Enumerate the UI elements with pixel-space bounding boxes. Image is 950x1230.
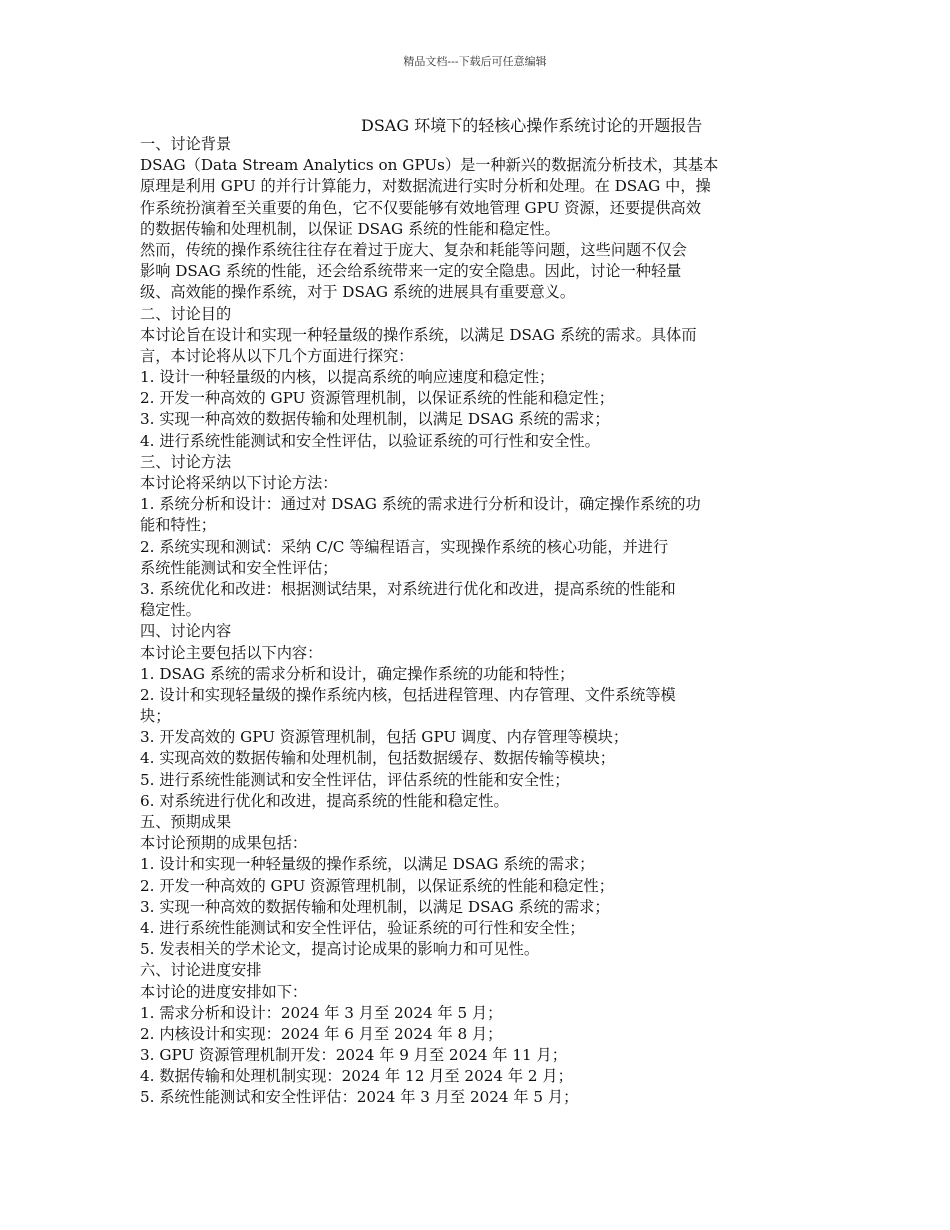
- list-item: 5. 发表相关的学术论文，提高讨论成果的影响力和可见性。: [140, 940, 540, 959]
- list-item: 1. 设计和实现一种轻量级的操作系统，以满足 DSAG 系统的需求；: [140, 855, 595, 874]
- paragraph-line: DSAG（Data Stream Analytics on GPUs）是一种新兴的数据流分析技术，其基本: [140, 156, 719, 175]
- paragraph-line: 然而，传统的操作系统往往存在着过于庞大、复杂和耗能等问题，这些问题不仅会: [140, 240, 687, 259]
- list-item: 3. 实现一种高效的数据传输和处理机制，以满足 DSAG 系统的需求；: [140, 897, 610, 916]
- document-body: [140, 134, 820, 1109]
- section-heading-schedule: 六、讨论进度安排: [140, 961, 262, 980]
- list-item: 2. 设计和实现轻量级的操作系统内核，包括进程管理、内存管理、文件系统等模: [140, 685, 676, 704]
- schedule-item: 4. 数据传输和处理机制实现：2024 年 12 月至 2024 年 2 月；: [140, 1067, 573, 1086]
- paragraph-line: 本讨论预期的成果包括：: [140, 834, 308, 853]
- section-heading-purpose: 二、讨论目的: [140, 304, 232, 323]
- paragraph-line: 原理是利用 GPU 的并行计算能力，对数据流进行实时分析和处理。在 DSAG 中，操: [140, 177, 711, 196]
- section-heading-outcomes: 五、预期成果: [140, 813, 232, 831]
- list-item-continuation: 系统性能测试和安全性评估；: [140, 558, 338, 577]
- paragraph-line: 本讨论主要包括以下内容：: [140, 643, 323, 662]
- paragraph-line: 本讨论将采纳以下讨论方法：: [140, 474, 338, 492]
- list-item: 4. 进行系统性能测试和安全性评估，验证系统的可行性和安全性；: [140, 918, 585, 937]
- list-item: 3. 系统优化和改进：根据测试结果，对系统进行优化和改进，提高系统的性能和: [140, 579, 676, 598]
- section-heading-background: 一、讨论背景: [140, 135, 232, 153]
- list-item: 4. 进行系统性能测试和安全性评估，以验证系统的可行性和安全性。: [140, 431, 600, 450]
- header-note: 精品文档---下载后可任意编辑: [403, 55, 547, 68]
- paragraph-line: 影响 DSAG 系统的性能，还会给系统带来一定的安全隐患。因此，讨论一种轻量: [140, 262, 682, 281]
- list-item: 4. 实现高效的数据传输和处理机制，包括数据缓存、数据传输等模块；: [140, 749, 615, 768]
- list-item: 2. 系统实现和测试：采纳 C/C 等编程语言，实现操作系统的核心功能，并进行: [140, 537, 669, 556]
- document-title: DSAG 环境下的轻核心操作系统讨论的开题报告: [361, 116, 703, 135]
- paragraph-line: 言，本讨论将从以下几个方面进行探究：: [140, 346, 414, 365]
- list-item: 2. 开发一种高效的 GPU 资源管理机制，以保证系统的性能和稳定性；: [140, 389, 614, 408]
- schedule-item: 1. 需求分析和设计：2024 年 3 月至 2024 年 5 月；: [140, 1003, 503, 1022]
- list-item: 1. DSAG 系统的需求分析和设计，确定操作系统的功能和特性；: [140, 664, 575, 683]
- paragraph-line: 作系统扮演着至关重要的角色，它不仅要能够有效地管理 GPU 资源，还要提供高效: [140, 198, 701, 217]
- list-item: 1. 系统分析和设计：通过对 DSAG 系统的需求进行分析和设计，确定操作系统的功: [140, 495, 701, 514]
- section-heading-method: 三、讨论方法: [140, 452, 232, 471]
- list-item: 3. 实现一种高效的数据传输和处理机制，以满足 DSAG 系统的需求；: [140, 410, 610, 429]
- paragraph-line: 本讨论的进度安排如下：: [140, 982, 308, 1001]
- list-item: 5. 进行系统性能测试和安全性评估，评估系统的性能和安全性；: [140, 770, 570, 789]
- list-item: 1. 设计一种轻量级的内核，以提高系统的响应速度和稳定性；: [140, 368, 555, 387]
- list-item-continuation: 能和特性；: [140, 516, 216, 535]
- list-item-continuation: 块；: [140, 707, 171, 726]
- list-item: 6. 对系统进行优化和改进，提高系统的性能和稳定性。: [140, 791, 509, 810]
- paragraph-line: 的数据传输和处理机制，以保证 DSAG 系统的性能和稳定性。: [140, 219, 560, 238]
- section-heading-content: 四、讨论内容: [140, 622, 232, 641]
- list-item-continuation: 稳定性。: [140, 601, 201, 620]
- schedule-item: 2. 内核设计和实现：2024 年 6 月至 2024 年 8 月；: [140, 1024, 503, 1043]
- paragraph-line: 本讨论旨在设计和实现一种轻量级的操作系统，以满足 DSAG 系统的需求。具体而: [140, 325, 697, 344]
- schedule-item: 5. 系统性能测试和安全性评估：2024 年 3 月至 2024 年 5 月；: [140, 1088, 579, 1107]
- list-item: 3. 开发高效的 GPU 资源管理机制，包括 GPU 调度、内存管理等模块；: [140, 728, 629, 747]
- list-item: 2. 开发一种高效的 GPU 资源管理机制，以保证系统的性能和稳定性；: [140, 876, 614, 895]
- paragraph-line: 级、高效能的操作系统，对于 DSAG 系统的进展具有重要意义。: [140, 283, 576, 302]
- schedule-item: 3. GPU 资源管理机制开发：2024 年 9 月至 2024 年 11 月；: [140, 1046, 567, 1065]
